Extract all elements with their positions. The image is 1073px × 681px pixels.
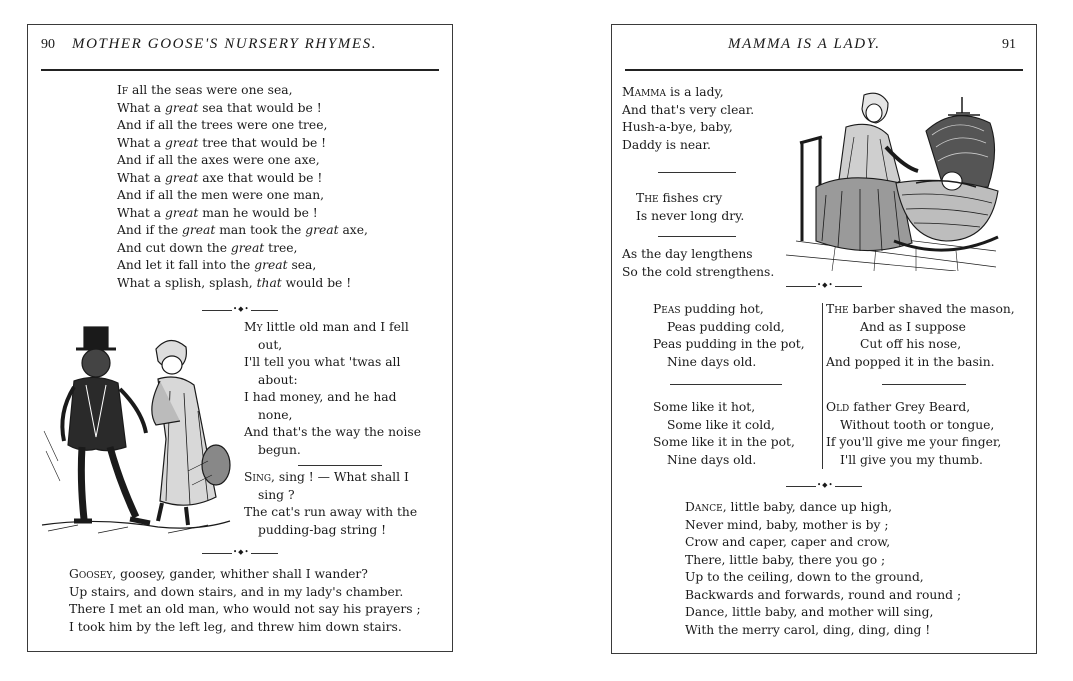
initial-small-caps: Peas [653, 302, 681, 316]
initial-small-caps: The [636, 191, 659, 205]
verse-line [244, 504, 417, 522]
rhyme-sing-sing [244, 469, 417, 539]
rhyme-as-the-day-lengthens [622, 246, 774, 281]
verse-text: Some like it cold, [667, 417, 775, 432]
verse-text: tree, [264, 240, 298, 255]
verse-line [622, 264, 774, 282]
page-number: 91 [1002, 37, 1016, 52]
verse-text: sing ! — What shall I [274, 470, 409, 484]
verse-text: And if the [117, 223, 183, 237]
initial-small-caps: Old [826, 400, 850, 414]
verse-text: Daddy is near. [622, 137, 711, 152]
initial-small-caps: My [244, 320, 263, 334]
verse-text: Nine days old. [667, 354, 757, 369]
verse-line [622, 102, 754, 120]
verse-text: There I met an old man, who would not say his prayers ; [69, 602, 421, 616]
verse-line [244, 354, 421, 372]
verse-line [244, 372, 421, 390]
verse-line [826, 336, 1015, 354]
verse-line [622, 137, 754, 155]
verse-text: I took him by the left leg, and threw him down stairs. [69, 619, 402, 634]
verse-text: pudding-bag string ! [258, 522, 387, 537]
verse-text: little old man and I fell [262, 320, 409, 334]
verse-line [244, 469, 417, 487]
italic-word: great [230, 240, 265, 255]
verse-text: none, [258, 407, 293, 422]
verse-line [685, 604, 961, 622]
right-page [611, 24, 1037, 654]
verse-line [685, 622, 961, 640]
ornament-divider: •◆• [202, 307, 278, 313]
verse-line [117, 135, 368, 153]
verse-line [244, 522, 417, 540]
verse-line [117, 117, 368, 135]
verse-text: Hush-a-bye, baby, [622, 120, 733, 134]
verse-text: What a splish, splash, [117, 275, 257, 290]
verse-line [685, 517, 961, 535]
verse-text: And let it fall into the [117, 258, 255, 272]
verse-line [636, 190, 744, 208]
verse-line [244, 424, 421, 442]
verse-text: fishes cry [658, 191, 723, 205]
verse-line [653, 319, 805, 337]
verse-line [826, 452, 1001, 470]
verse-text: all the seas were one sea, [128, 83, 293, 97]
verse-text: Cut off his nose, [860, 337, 962, 351]
initial-small-caps: Dance, [685, 500, 727, 514]
rhyme-the-fishes-cry [636, 190, 744, 225]
verse-text: And that's the way the noise [244, 425, 421, 439]
verse-text: I'll tell you what 'twas all [244, 355, 401, 369]
verse-text: Crow and caper, caper and crow, [685, 535, 891, 549]
verse-text: Is never long dry. [636, 208, 745, 223]
section-rule [298, 465, 382, 466]
rhyme-the-barber [826, 301, 1015, 371]
section-rule [658, 172, 736, 173]
verse-line [653, 354, 805, 372]
italic-word: great [182, 223, 216, 237]
verse-line [653, 399, 795, 417]
verse-line [622, 84, 754, 102]
verse-line [117, 257, 368, 275]
verse-line [69, 601, 421, 619]
verse-line [622, 246, 774, 264]
verse-line [244, 389, 421, 407]
verse-line [117, 152, 368, 170]
verse-text: Up to the ceiling, down to the ground, [685, 570, 924, 584]
header-rule [625, 69, 1023, 71]
verse-text: about: [258, 372, 298, 387]
italic-word: great [305, 223, 339, 237]
verse-text: Dance, little baby, and mother will sing, [685, 605, 934, 619]
ornament-divider: •◆• [202, 550, 278, 556]
initial-small-caps: Mamma [622, 85, 667, 99]
verse-text: And as I suppose [860, 319, 966, 334]
left-page [27, 24, 453, 652]
ornament-divider: •◆• [786, 483, 862, 489]
verse-text: would be ! [281, 275, 352, 290]
verse-text: Backwards and forwards, round and round ; [685, 587, 962, 602]
italic-word: great [164, 170, 199, 185]
italic-word: great [164, 135, 199, 150]
verse-text: With the merry carol, ding, ding, ding ! [685, 622, 931, 637]
verse-text: out, [258, 337, 283, 352]
engraving-icon [776, 91, 1002, 271]
verse-text: Nine days old. [667, 452, 757, 467]
italic-word: that [256, 275, 282, 290]
header-rule [41, 69, 439, 71]
running-title: MAMMA IS A LADY. [728, 36, 881, 52]
verse-text: Never mind, baby, mother is by ; [685, 517, 889, 532]
initial-small-caps: If [117, 83, 129, 97]
verse-text: The cat's run away with the [244, 505, 418, 519]
rhyme-my-little-old-man [244, 319, 421, 459]
verse-text: Without tooth or tongue, [840, 417, 995, 432]
verse-line [117, 240, 368, 258]
old-man-and-woman-illustration [38, 321, 234, 539]
verse-line [826, 417, 1001, 435]
verse-line [653, 434, 795, 452]
verse-text: barber shaved the mason, [848, 302, 1015, 316]
verse-line [685, 552, 961, 570]
verse-text: There, little baby, there you go ; [685, 552, 886, 567]
verse-text: pudding hot, [680, 302, 764, 316]
rhyme-if-all-the-seas [117, 82, 368, 292]
verse-line [244, 337, 421, 355]
verse-text: What a [117, 205, 165, 220]
verse-text: sing ? [258, 487, 295, 502]
verse-text: man he would be ! [198, 205, 318, 220]
verse-text: begun. [258, 442, 301, 457]
verse-line [826, 434, 1001, 452]
initial-small-caps: Sing, [244, 470, 275, 484]
verse-line [653, 336, 805, 354]
verse-text: is a lady, [666, 85, 724, 99]
verse-text: goosey, gander, whither shall I wander? [116, 567, 368, 581]
right-page-header [612, 25, 1036, 73]
engraving-icon [38, 321, 234, 539]
verse-text: sea, [287, 258, 317, 272]
verse-line [244, 319, 421, 337]
verse-line [826, 399, 1001, 417]
verse-text: And that's very clear. [622, 102, 755, 117]
italic-word: great [164, 100, 199, 115]
verse-line [117, 275, 368, 293]
verse-text: Peas pudding cold, [667, 319, 785, 334]
verse-text: What a [117, 100, 165, 115]
rhyme-peas-pudding-hot [653, 301, 805, 371]
section-rule [882, 384, 966, 385]
verse-line [622, 119, 754, 137]
mother-and-cradle-illustration [776, 91, 1002, 271]
rhyme-some-like-it-hot [653, 399, 795, 469]
verse-line [117, 222, 368, 240]
page-number: 90 [41, 37, 55, 52]
verse-text: And if all the trees were one tree, [117, 118, 328, 132]
verse-line [69, 566, 421, 584]
verse-text: father Grey Beard, [849, 400, 971, 414]
italic-word: great [164, 205, 199, 220]
ornament-divider: •◆• [786, 283, 862, 289]
verse-text: axe that would be ! [198, 170, 323, 185]
verse-text: I had money, and he had [244, 390, 397, 404]
column-divider [822, 303, 823, 469]
initial-small-caps: The [826, 302, 849, 316]
verse-text: I'll give you my thumb. [840, 452, 983, 467]
section-rule [670, 384, 782, 385]
verse-line [653, 452, 795, 470]
italic-word: great [254, 258, 288, 272]
verse-line [69, 619, 421, 637]
verse-text: little baby, dance up high, [726, 500, 893, 514]
verse-line [117, 100, 368, 118]
verse-text: And if all the axes were one axe, [117, 153, 320, 167]
verse-line [117, 205, 368, 223]
rhyme-dance-little-baby [685, 499, 961, 639]
verse-line [69, 584, 421, 602]
rhyme-goosey-gander [69, 566, 421, 636]
verse-text: What a [117, 135, 165, 150]
verse-line [117, 82, 368, 100]
verse-line [244, 407, 421, 425]
verse-line [117, 187, 368, 205]
verse-text: sea that would be ! [198, 100, 322, 115]
verse-text: tree that would be ! [198, 135, 327, 150]
verse-line [685, 499, 961, 517]
verse-text: Some like it in the pot, [653, 435, 795, 449]
running-title: MOTHER GOOSE'S NURSERY RHYMES. [72, 36, 378, 52]
verse-text: Up stairs, and down stairs, and in my lady's chamber. [69, 584, 404, 599]
verse-text: And cut down the [117, 240, 231, 255]
verse-text: Peas pudding in the pot, [653, 337, 805, 351]
verse-text: And popped it in the basin. [826, 354, 995, 369]
verse-line [826, 319, 1015, 337]
left-page-header [28, 25, 452, 73]
verse-line [685, 587, 961, 605]
verse-line [244, 487, 417, 505]
rhyme-mamma-is-a-lady [622, 84, 754, 154]
section-rule [658, 236, 736, 237]
rhyme-old-father-grey-beard [826, 399, 1001, 469]
verse-text: man took the [215, 223, 306, 237]
verse-text: So the cold strengthens. [622, 264, 775, 279]
verse-line [653, 417, 795, 435]
verse-text: As the day lengthens [622, 247, 753, 261]
verse-text: And if all the men were one man, [117, 188, 325, 202]
verse-line [244, 442, 421, 460]
verse-line [826, 301, 1015, 319]
verse-text: axe, [338, 223, 368, 237]
verse-line [826, 354, 1015, 372]
initial-small-caps: Goosey, [69, 567, 117, 581]
verse-text: If you'll give me your finger, [826, 435, 1002, 449]
verse-line [636, 208, 744, 226]
verse-line [117, 170, 368, 188]
verse-text: Some like it hot, [653, 400, 756, 414]
verse-text: What a [117, 170, 165, 185]
verse-line [653, 301, 805, 319]
verse-line [685, 569, 961, 587]
verse-line [685, 534, 961, 552]
